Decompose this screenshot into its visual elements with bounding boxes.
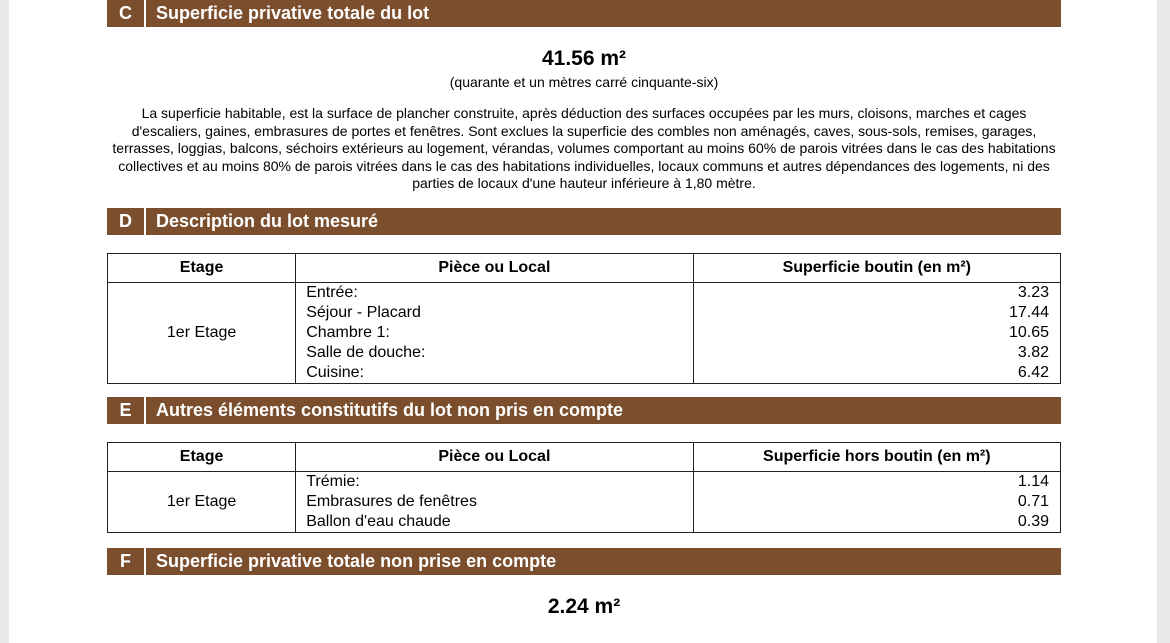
section-f-header — [107, 548, 1061, 575]
section-d-letter: D — [107, 208, 146, 235]
section-c-letter: C — [107, 0, 146, 27]
surfaces-cell — [693, 283, 1060, 384]
elements-cell — [296, 472, 693, 533]
room-surface: 10.65 — [1008, 324, 1049, 341]
section-c-title: Superficie privative totale du lot — [156, 3, 430, 23]
table-header-row — [108, 443, 1061, 472]
room-name: Cuisine: — [306, 364, 364, 381]
table-row — [108, 283, 1061, 384]
room-name: Salle de douche: — [306, 344, 426, 361]
room-name: Chambre 1: — [306, 324, 390, 341]
element-surface: 1.14 — [1017, 473, 1049, 490]
section-e-letter: E — [107, 397, 146, 424]
element-name: Embrasures de fenêtres — [306, 493, 477, 510]
etage-cell: 1er Etage — [108, 472, 296, 533]
table-row — [108, 472, 1061, 533]
total-surface-words: (quarante et un mètres carré cinquante-six) — [449, 74, 719, 90]
total-surface-value: 41.56 m² — [541, 47, 627, 70]
etage-cell: 1er Etage — [108, 283, 296, 384]
section-f-title: Superficie privative totale non prise en compte — [156, 551, 557, 571]
element-surfaces-cell — [693, 472, 1060, 533]
section-c-header — [107, 0, 1061, 27]
habitable-surface-definition: La superficie habitable, est la surface de plancher construite, après déduction des surfaces occupées par les murs, cloisons, marches et cages d'escaliers, gaines, embrasures de portes et fenêtres. Sont exclues la superficie des combles non aménagés, caves, sous-sols, remises, garages, terrasses, loggias, balcons, séchoirs extérieurs au logement, vérandas, volumes comportant au moins 60% de parois vitrées dans le cas des habitations collectives et au moins 80% de parois vitrées dans le cas des habitations individuelles, locaux communs et autres dépendances des logements, ni des parties de locaux d'une hauteur inférieure à 1,80 mètre. — [112, 105, 1056, 191]
room-surface: 17.44 — [1008, 304, 1049, 321]
header-etage: Etage — [108, 254, 296, 283]
element-surface: 0.71 — [1017, 493, 1049, 510]
header-piece: Pièce ou Local — [296, 254, 693, 283]
table-header-row — [108, 254, 1061, 283]
measured-lot-table — [107, 253, 1061, 384]
header-etage: Etage — [108, 443, 296, 472]
section-e-header — [107, 397, 1061, 424]
room-surface: 3.82 — [1017, 344, 1049, 361]
header-piece: Pièce ou Local — [296, 443, 693, 472]
rooms-cell — [296, 283, 693, 384]
element-name: Trémie: — [306, 473, 360, 490]
section-f-letter: F — [107, 548, 146, 575]
room-name: Séjour - Placard — [306, 304, 421, 321]
header-surface: Superficie hors boutin (en m²) — [693, 443, 1060, 472]
section-d-header — [107, 208, 1061, 235]
element-surface: 0.39 — [1017, 513, 1049, 530]
excluded-total-value: 2.24 m² — [547, 595, 621, 618]
room-name: Entrée: — [306, 284, 358, 301]
element-name: Ballon d'eau chaude — [306, 513, 451, 530]
room-surface: 3.23 — [1017, 284, 1049, 301]
section-d-title: Description du lot mesuré — [156, 211, 379, 231]
room-surface: 6.42 — [1017, 364, 1049, 381]
excluded-elements-table — [107, 442, 1061, 533]
header-surface: Superficie boutin (en m²) — [693, 254, 1060, 283]
section-e-title: Autres éléments constitutifs du lot non pris en compte — [156, 400, 624, 420]
